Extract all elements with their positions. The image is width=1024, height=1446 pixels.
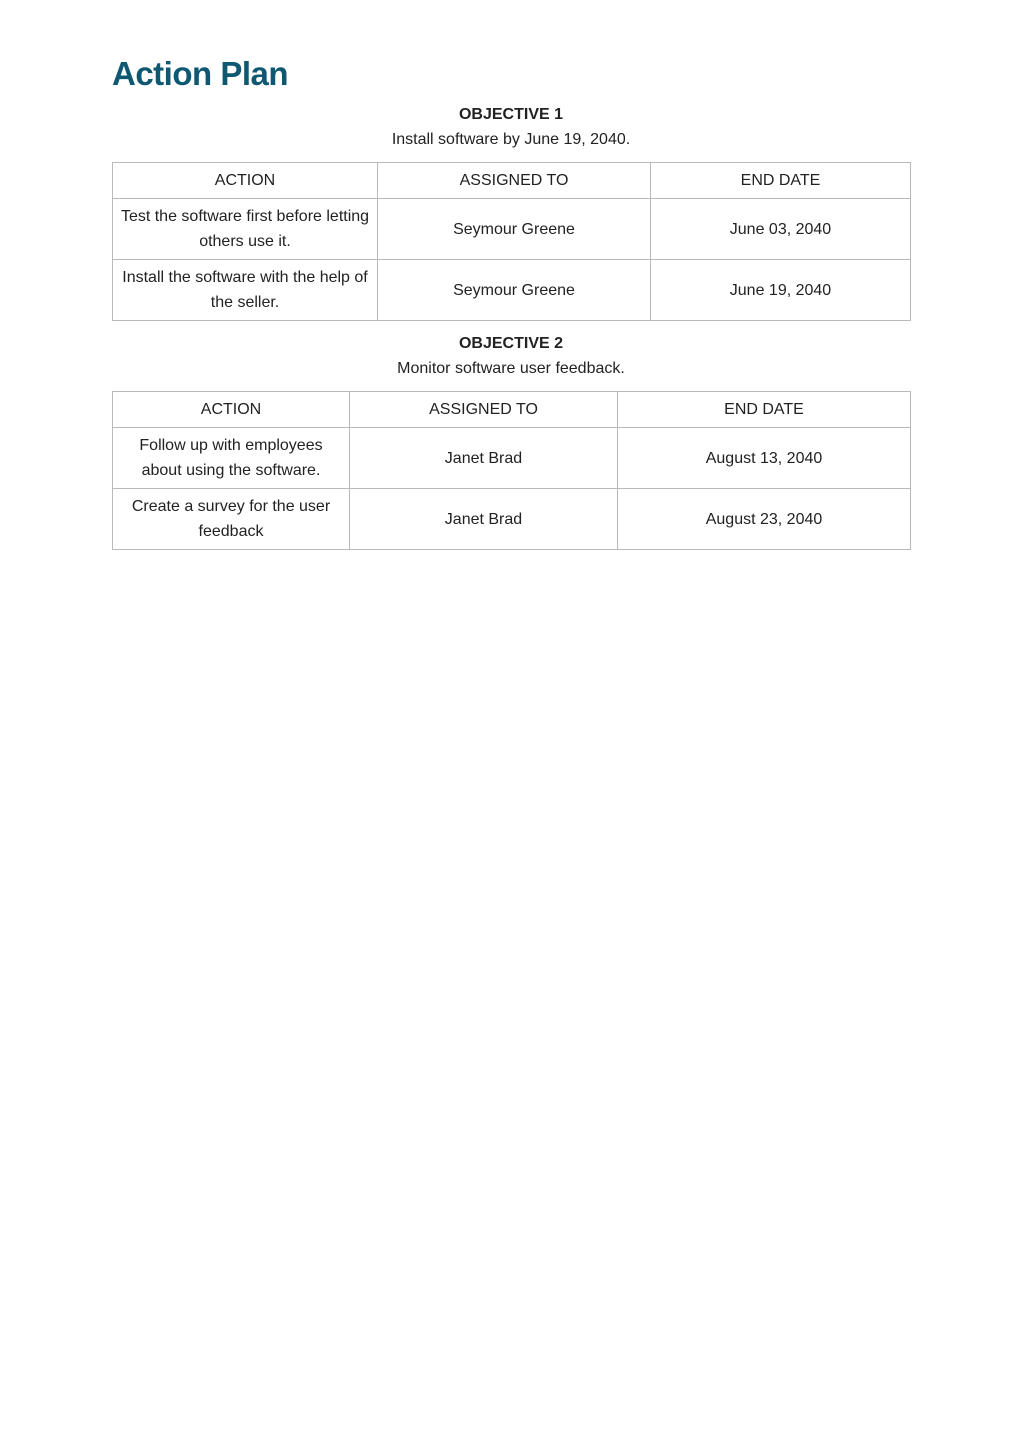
objective-2-header [112,331,910,381]
end-date-cell: June 19, 2040 [651,260,911,321]
column-header-end-date: END DATE [618,392,911,428]
objective-heading: OBJECTIVE 1 [458,106,564,123]
column-header-end-date: END DATE [651,163,911,199]
column-header-action: ACTION [113,392,350,428]
table-header-row [113,163,911,199]
table-header-row [113,392,911,428]
end-date-cell: August 13, 2040 [618,428,911,489]
assigned-to-cell: Janet Brad [350,428,618,489]
objective-description: Install software by June 19, 2040. [391,131,631,148]
action-cell: Create a survey for the user feedback [113,489,350,550]
end-date-cell: August 23, 2040 [618,489,911,550]
table-row [113,428,911,489]
objective-1-table [112,162,911,321]
end-date-cell: June 03, 2040 [651,199,911,260]
table-row [113,489,911,550]
objective-heading: OBJECTIVE 2 [458,335,564,352]
objective-1-header [112,102,910,152]
page-title: Action Plan [112,55,289,92]
action-cell: Install the software with the help of the seller. [113,260,378,321]
table-row [113,199,911,260]
assigned-to-cell: Janet Brad [350,489,618,550]
assigned-to-cell: Seymour Greene [378,260,651,321]
objective-description: Monitor software user feedback. [397,360,625,377]
objective-2-table [112,391,911,550]
table-row [113,260,911,321]
column-header-assigned-to: ASSIGNED TO [378,163,651,199]
action-cell: Follow up with employees about using the software. [113,428,350,489]
action-cell: Test the software first before letting others use it. [113,199,378,260]
column-header-action: ACTION [113,163,378,199]
assigned-to-cell: Seymour Greene [378,199,651,260]
document-page [112,52,910,550]
column-header-assigned-to: ASSIGNED TO [350,392,618,428]
